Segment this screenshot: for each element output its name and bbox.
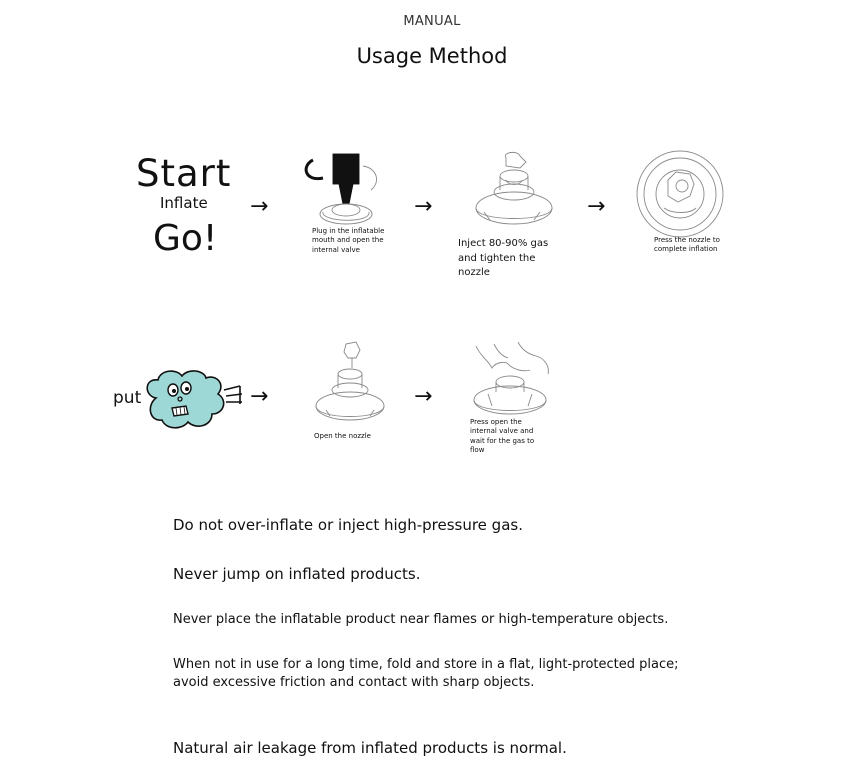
hand-press-valve-illustration [470,342,554,422]
step-caption-inject-gas: Inject 80-90% gas and tighten the nozzle [458,238,549,278]
note-air-leakage: Natural air leakage from inflated products is normal. [173,739,567,757]
arrow-icon: → [587,194,606,219]
note-no-jumping: Never jump on inflated products. [173,565,421,583]
arrow-icon: → [414,194,433,219]
open-nozzle-illustration [312,340,388,430]
cloud-mascot-icon [142,368,248,432]
note-no-overinflate: Do not over-inflate or inject high-pressure gas. [173,516,523,534]
step-caption-press-internal-valve: Press open the internal valve and wait for the gas to flow [470,418,535,455]
manual-label: MANUAL [403,14,461,29]
put-label: put [113,388,142,408]
inflate-label: Inflate [160,194,208,212]
go-heading: Go! [153,218,218,259]
note-storage: When not in use for a long time, fold and store in a flat, light-protected place; avoid excessive friction and contact with sharp objects. [173,657,679,690]
step-caption-open-nozzle: Open the nozzle [314,432,371,440]
step-caption-press-nozzle: Press the nozzle to complete inflation [654,236,720,254]
pump-nozzle-valve-illustration [303,152,385,232]
arrow-icon: → [250,194,269,219]
page-title: Usage Method [356,44,508,68]
note-no-flames: Never place the inflatable product near flames or high-temperature objects. [173,612,669,627]
start-heading: Start [136,152,232,195]
valve-nozzle-illustration [470,150,560,235]
valve-top-view-illustration [634,150,726,240]
step-caption-plug-in: Plug in the inflatable mouth and open the internal valve [312,227,385,254]
arrow-icon: → [250,384,269,409]
arrow-icon: → [414,384,433,409]
